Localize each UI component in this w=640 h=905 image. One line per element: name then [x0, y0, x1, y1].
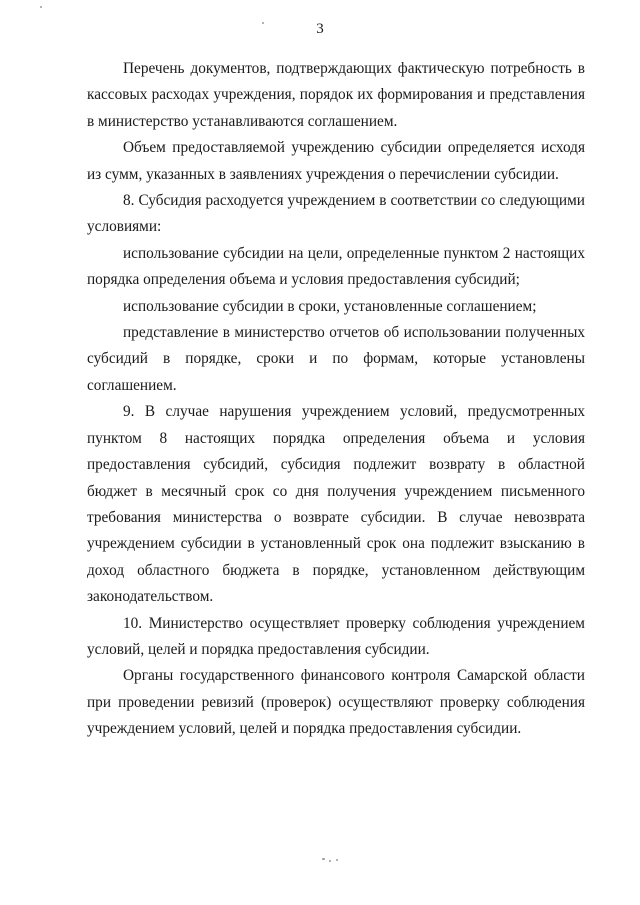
scan-speck — [322, 858, 325, 860]
paragraph-condition-terms: использование субсидии в сроки, установленные соглашением; — [123, 297, 537, 315]
paragraph-condition-reports: представление в министерство отчетов об использовании полученных субсидий в порядке, сроки и по формам, которые установлены соглашением. — [87, 324, 585, 394]
paragraph-condition-purpose: использование субсидии на цели, определенные пунктом 2 настоящих порядка определения объема и условия предоставления субсидий; — [87, 244, 585, 289]
paragraph-item-8: 8. Субсидия расходуется учреждением в соответствии со следующими условиями: — [87, 192, 585, 236]
paragraph-item-10: 10. Министерство осуществляет проверку соблюдения учреждением условий, целей и порядка предоставления субсидии. — [87, 614, 585, 658]
scan-speck — [262, 22, 264, 24]
paragraph-subsidy-volume: Объем предоставляемой учреждению субсидии определяется исходя из сумм, указанных в заявлениях учреждения о перечислении субсидии. — [87, 139, 585, 183]
scan-speck — [40, 6, 42, 8]
paragraph-documents-list: Перечень документов, подтверждающих фактическую потребность в кассовых расходах учреждения, порядок их формирования и представления в министерство устанавливаются соглашением. — [87, 60, 585, 130]
scan-speck — [336, 859, 338, 861]
scan-speck — [329, 860, 331, 862]
paragraph-item-9: 9. В случае нарушения учреждением условий, предусмотренных пунктом 8 настоящих порядка определения объема и условия предоставления субсидий, субсидия подлежит возврату в областной бюджет в месячный срок со дня получения учреждением письменного требования министерства о возврате субсидии. В случае невозврата учреждением субсидии в установленный срок она подлежит взысканию в доход областного бюджета в порядке, установленном действующим законодательством. — [87, 403, 585, 606]
document-body — [87, 56, 585, 743]
page-number: 3 — [316, 21, 324, 37]
paragraph-financial-control: Органы государственного финансового контроля Самарской области при проведении ревизий (проверок) осуществляют проверку соблюдения учреждением условий, целей и порядка предоставления субсидии. — [87, 667, 585, 738]
